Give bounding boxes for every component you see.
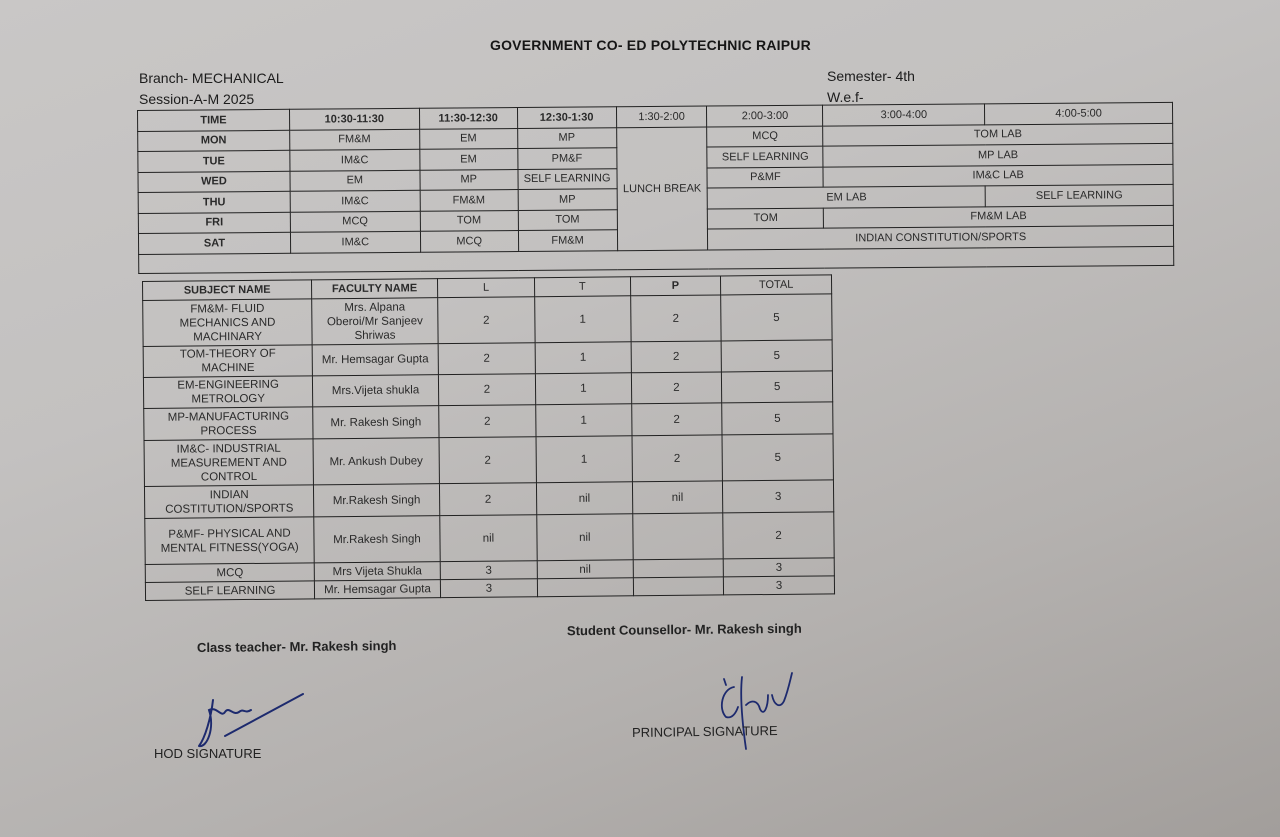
total-hours: 2 — [723, 512, 834, 559]
subject-faculty-table — [142, 274, 835, 601]
student-counsellor — [567, 621, 802, 638]
period-cell: FM&M — [420, 190, 518, 211]
period-cell: FM&M — [518, 230, 617, 251]
practical-hours — [633, 577, 724, 596]
col-header-t: T — [535, 277, 631, 297]
col-header-slot3: 12:30-1:30 — [517, 107, 616, 128]
lecture-hours: 2 — [438, 374, 536, 406]
total-hours: 5 — [721, 294, 832, 341]
day-cell: SAT — [138, 232, 290, 254]
practical-hours: 2 — [631, 341, 722, 373]
hod-signature-icon — [195, 688, 310, 753]
practical-hours: nil — [632, 481, 723, 514]
period-cell: PM&F — [517, 148, 616, 169]
class-teacher-label: Class teacher- — [196, 639, 286, 656]
tutorial-hours: nil — [537, 514, 633, 561]
class-teacher — [197, 638, 397, 655]
col-header-slot5: 3:00-4:00 — [823, 104, 985, 126]
period-cell: TOM — [708, 208, 824, 229]
day-cell: WED — [138, 171, 290, 193]
principal-signature-icon — [712, 665, 807, 755]
col-header-slot4: 2:00-3:00 — [707, 105, 823, 126]
subject-name: TOM-THEORY OF MACHINE — [143, 345, 313, 378]
wef-label: W.e.f- — [827, 89, 864, 105]
total-hours: 5 — [722, 402, 833, 435]
period-cell: EM — [419, 128, 517, 149]
period-cell: MP — [518, 189, 617, 210]
subject-name: MP-MANUFACTURING PROCESS — [144, 407, 314, 441]
lecture-hours: 3 — [440, 579, 538, 598]
period-cell: MP — [517, 127, 616, 148]
day-cell: FRI — [138, 212, 290, 234]
total-hours: 3 — [724, 576, 835, 595]
faculty-name: Mr. Hemsagar Gupta — [312, 344, 438, 376]
subject-name: EM-ENGINEERING METROLOGY — [143, 376, 313, 409]
lecture-hours: 2 — [439, 483, 537, 516]
period-cell: MCQ — [290, 211, 420, 233]
practical-hours: 2 — [630, 295, 721, 342]
tutorial-hours: 1 — [535, 342, 631, 374]
branch-label: Branch- MECHANICAL — [139, 70, 284, 86]
lecture-hours: 2 — [438, 405, 536, 438]
subject-name: SELF LEARNING — [145, 581, 314, 601]
faculty-name: Mrs.Vijeta shukla — [313, 375, 439, 407]
col-header-faculty: FACULTY NAME — [312, 279, 438, 299]
practical-hours: 2 — [631, 403, 722, 436]
col-header-lunch: 1:30-2:00 — [616, 106, 707, 127]
period-cell: EM — [290, 170, 420, 192]
faculty-name: Mr. Hemsagar Gupta — [315, 580, 441, 599]
class-teacher-name: Mr. Rakesh singh — [289, 637, 397, 655]
hod-signature-label: HOD SIGNATURE — [154, 746, 262, 761]
period-cell: SELF LEARNING — [518, 168, 617, 189]
practical-hours: 2 — [631, 372, 722, 404]
tutorial-hours: 1 — [536, 436, 632, 483]
period-cell: FM&M — [289, 129, 419, 151]
student-counsellor-name: Mr. Rakesh singh — [694, 620, 802, 637]
subject-row — [144, 434, 833, 487]
lecture-hours: 3 — [440, 561, 538, 580]
period-cell: MCQ — [707, 126, 823, 147]
subject-row — [143, 294, 832, 347]
col-header-time: TIME — [138, 109, 290, 131]
faculty-name: Mrs Vijeta Shukla — [314, 562, 440, 581]
session-label: Session-A-M 2025 — [139, 91, 255, 107]
lunch-break-cell: LUNCH BREAK — [616, 127, 708, 251]
tutorial-hours: nil — [537, 560, 633, 579]
period-cell: P&MF — [707, 167, 823, 188]
practical-hours — [632, 513, 723, 560]
faculty-name: Mr.Rakesh Singh — [314, 516, 440, 563]
tutorial-hours: 1 — [536, 373, 632, 405]
period-cell: TOM — [518, 209, 617, 230]
weekly-timetable — [137, 102, 1174, 274]
col-header-subject: SUBJECT NAME — [143, 280, 312, 301]
faculty-name: Mr. Ankush Dubey — [313, 438, 439, 485]
institution-title: GOVERNMENT CO- ED POLYTECHNIC RAIPUR — [490, 37, 811, 53]
period-cell: EM — [419, 149, 517, 170]
day-cell: MON — [138, 130, 290, 152]
lecture-hours: 2 — [438, 343, 536, 375]
subject-row — [145, 512, 834, 565]
lecture-hours: 2 — [437, 297, 535, 344]
subject-name: INDIAN COSTITUTION/SPORTS — [144, 485, 314, 519]
lab-cell: TOM LAB — [823, 123, 1173, 146]
total-hours: 3 — [723, 480, 834, 513]
lab-cell: EM LAB — [708, 186, 986, 209]
col-header-l: L — [437, 278, 535, 298]
lab-cell: INDIAN CONSTITUTION/SPORTS — [708, 225, 1174, 249]
lab-cell: FM&M LAB — [824, 205, 1174, 228]
subject-name: P&MF- PHYSICAL AND MENTAL FITNESS(YOGA) — [145, 517, 315, 565]
lecture-hours: 2 — [439, 437, 537, 484]
lecture-hours: nil — [440, 515, 538, 562]
total-hours: 5 — [722, 434, 833, 481]
period-cell: SELF LEARNING — [985, 184, 1173, 206]
faculty-name: Mr. Rakesh Singh — [313, 406, 439, 439]
col-header-slot6: 4:00-5:00 — [985, 102, 1173, 124]
day-cell: THU — [138, 191, 290, 213]
period-cell: MCQ — [420, 231, 518, 252]
subject-name: IM&C- INDUSTRIAL MEASUREMENT AND CONTROL — [144, 439, 314, 487]
total-hours: 5 — [722, 371, 833, 403]
tutorial-hours: 1 — [535, 296, 631, 343]
faculty-name: Mr.Rakesh Singh — [314, 484, 440, 517]
col-header-p: P — [630, 276, 721, 296]
tutorial-hours: 1 — [536, 404, 632, 437]
period-cell: SELF LEARNING — [707, 146, 823, 167]
total-hours: 5 — [721, 340, 832, 372]
subject-name: MCQ — [145, 563, 314, 583]
period-cell: TOM — [420, 210, 518, 231]
faculty-name: Mrs. Alpana Oberoi/Mr Sanjeev Shriwas — [312, 298, 438, 345]
practical-hours: 2 — [632, 435, 723, 482]
period-cell: IM&C — [290, 190, 420, 212]
period-cell: IM&C — [290, 149, 420, 171]
tutorial-hours — [537, 578, 633, 597]
col-header-total: TOTAL — [721, 275, 832, 295]
total-hours: 3 — [723, 558, 834, 577]
period-cell: MP — [420, 169, 518, 190]
col-header-slot2: 11:30-12:30 — [419, 108, 517, 129]
lab-cell: MP LAB — [823, 143, 1173, 166]
tutorial-hours: nil — [537, 482, 633, 515]
col-header-slot1: 10:30-11:30 — [289, 108, 419, 130]
semester-label: Semester- 4th — [827, 68, 915, 84]
lab-cell: IM&C LAB — [823, 164, 1173, 187]
student-counsellor-label: Student Counsellor- — [566, 621, 692, 639]
principal-signature-label: PRINCIPAL SIGNATURE — [631, 722, 778, 741]
day-cell: TUE — [138, 150, 290, 172]
subject-name: FM&M- FLUID MECHANICS AND MACHINARY — [143, 299, 313, 347]
period-cell: IM&C — [290, 231, 420, 253]
practical-hours — [633, 559, 724, 578]
